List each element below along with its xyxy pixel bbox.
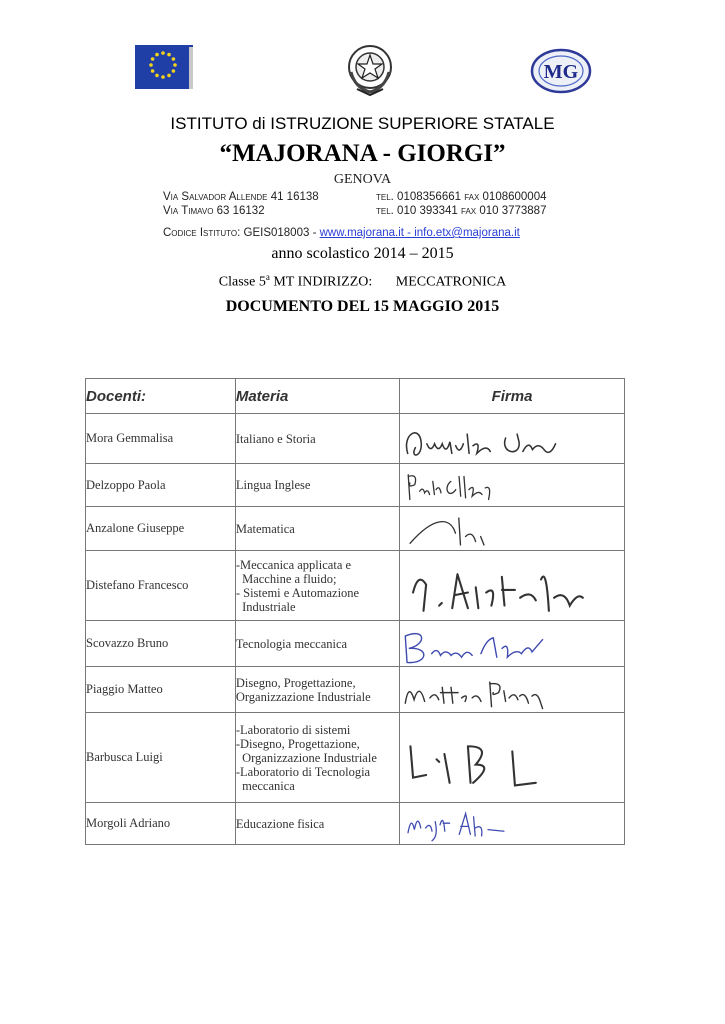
- table-row: [86, 464, 625, 507]
- class-field: MECCATRONICA: [395, 274, 507, 290]
- signature-stroke: [405, 633, 542, 662]
- institute-code: [163, 227, 520, 239]
- teacher-name: Delzoppo Paola: [86, 464, 236, 507]
- signature-stroke: [408, 813, 504, 840]
- table-row: [86, 713, 625, 803]
- school-name: “MAJORANA - GIORGI”: [219, 140, 506, 167]
- header-firma: Firma: [400, 379, 625, 414]
- teacher-name: Anzalone Giuseppe: [86, 507, 236, 551]
- teacher-name: Morgoli Adriano: [86, 803, 236, 845]
- handwritten-signature: [400, 714, 622, 802]
- code-label: Codice Istituto:: [163, 227, 241, 239]
- subject-line: Educazione fisica: [235, 816, 325, 831]
- signature-stroke: [408, 474, 489, 499]
- subject-line: -Disegno, Progettazione,: [235, 736, 360, 751]
- subject-line: Organizzazione Industriale: [235, 750, 377, 765]
- table-row: [86, 551, 625, 621]
- table-row: [86, 414, 625, 464]
- subject: [235, 414, 399, 464]
- signature: [400, 507, 625, 551]
- class-address-label: MT INDIRIZZO:: [273, 274, 373, 290]
- subject-line: Lingua Inglese: [235, 478, 311, 492]
- signature: [400, 551, 625, 621]
- subject-line: Industriale: [235, 599, 296, 614]
- school-logo-text: MG: [543, 61, 579, 83]
- document-title: DOCUMENTO DEL 15 MAGGIO 2015: [225, 298, 500, 315]
- class-line: [0, 272, 725, 291]
- subject: [235, 621, 399, 667]
- subject-line: Organizzazione Industriale: [235, 689, 371, 704]
- table-row: [86, 803, 625, 845]
- class-number: 5: [258, 274, 266, 290]
- subject: [235, 803, 399, 845]
- handwritten-signature: [400, 622, 622, 666]
- signature: [400, 667, 625, 713]
- header-materia: Materia: [235, 379, 399, 414]
- subject-line: Tecnologia meccanica: [235, 636, 348, 651]
- code-value: GEIS018003 -: [243, 227, 317, 239]
- subject: [235, 464, 399, 507]
- subject-line: Italiano e Storia: [235, 431, 316, 446]
- signature: [400, 464, 625, 507]
- city: GENOVA: [333, 172, 392, 187]
- handwritten-signature: [400, 668, 622, 712]
- signature-table: [85, 378, 625, 845]
- handwritten-signature: [400, 804, 622, 844]
- institute-type: ISTITUTO di ISTRUZIONE SUPERIORE STATALE: [170, 114, 555, 133]
- subject-line: - Sistemi e Automazione: [235, 585, 360, 600]
- class-sup: a: [265, 272, 270, 282]
- phone-2-text: tel. 010 393341 fax 010 3773887: [376, 205, 547, 217]
- address-1: Via Salvador Allende 41 16138: [163, 191, 319, 203]
- table-row: [86, 621, 625, 667]
- table-header-row: [86, 379, 625, 414]
- signature-stroke: [413, 574, 583, 611]
- signature: [400, 621, 625, 667]
- subject: [235, 667, 399, 713]
- teacher-name: Mora Gemmalisa: [86, 414, 236, 464]
- teacher-name: Barbusca Luigi: [86, 713, 236, 803]
- teacher-name: Scovazzo Bruno: [86, 621, 236, 667]
- subject-line: meccanica: [235, 778, 295, 793]
- handwritten-signature: [400, 465, 622, 506]
- signature: [400, 713, 625, 803]
- signature: [400, 803, 625, 845]
- class-label: Classe: [218, 274, 256, 290]
- subject: [235, 507, 399, 551]
- subject-line: -Meccanica applicata e: [235, 557, 352, 572]
- phone-1: [376, 191, 546, 203]
- subject-line: -Laboratorio di Tecnologia: [235, 764, 371, 779]
- handwritten-signature: [400, 552, 622, 620]
- address-2: Via Timavo 63 16132: [163, 205, 265, 217]
- signature-stroke: [410, 518, 484, 545]
- phone-1-text: tel. 0108356661 fax 0108600004: [376, 191, 547, 203]
- table-row: [86, 507, 625, 551]
- header-docenti: Docenti:: [86, 379, 236, 414]
- table-row: [86, 667, 625, 713]
- eu-flag-logo: [135, 45, 193, 89]
- website-link[interactable]: www.majorana.it - info.etx@majorana.it: [319, 227, 520, 239]
- subject: [235, 551, 399, 621]
- handwritten-signature: [400, 415, 622, 463]
- subject-line: Disegno, Progettazione,: [235, 675, 356, 690]
- phone-2: [376, 205, 546, 217]
- italian-republic-emblem: [345, 42, 395, 97]
- subject-line: Macchine a fluido;: [235, 571, 337, 586]
- subject-line: Matematica: [235, 521, 295, 536]
- signature-stroke: [410, 746, 535, 785]
- signature-stroke: [405, 682, 542, 708]
- subject-line: -Laboratorio di sistemi: [235, 722, 351, 737]
- teacher-name: Distefano Francesco: [86, 551, 236, 621]
- teacher-name: Piaggio Matteo: [86, 667, 236, 713]
- school-logo: [530, 48, 592, 94]
- handwritten-signature: [400, 508, 622, 550]
- signature-stroke: [407, 432, 556, 454]
- subject: [235, 713, 399, 803]
- signature: [400, 414, 625, 464]
- school-year: anno scolastico 2014 – 2015: [271, 245, 454, 262]
